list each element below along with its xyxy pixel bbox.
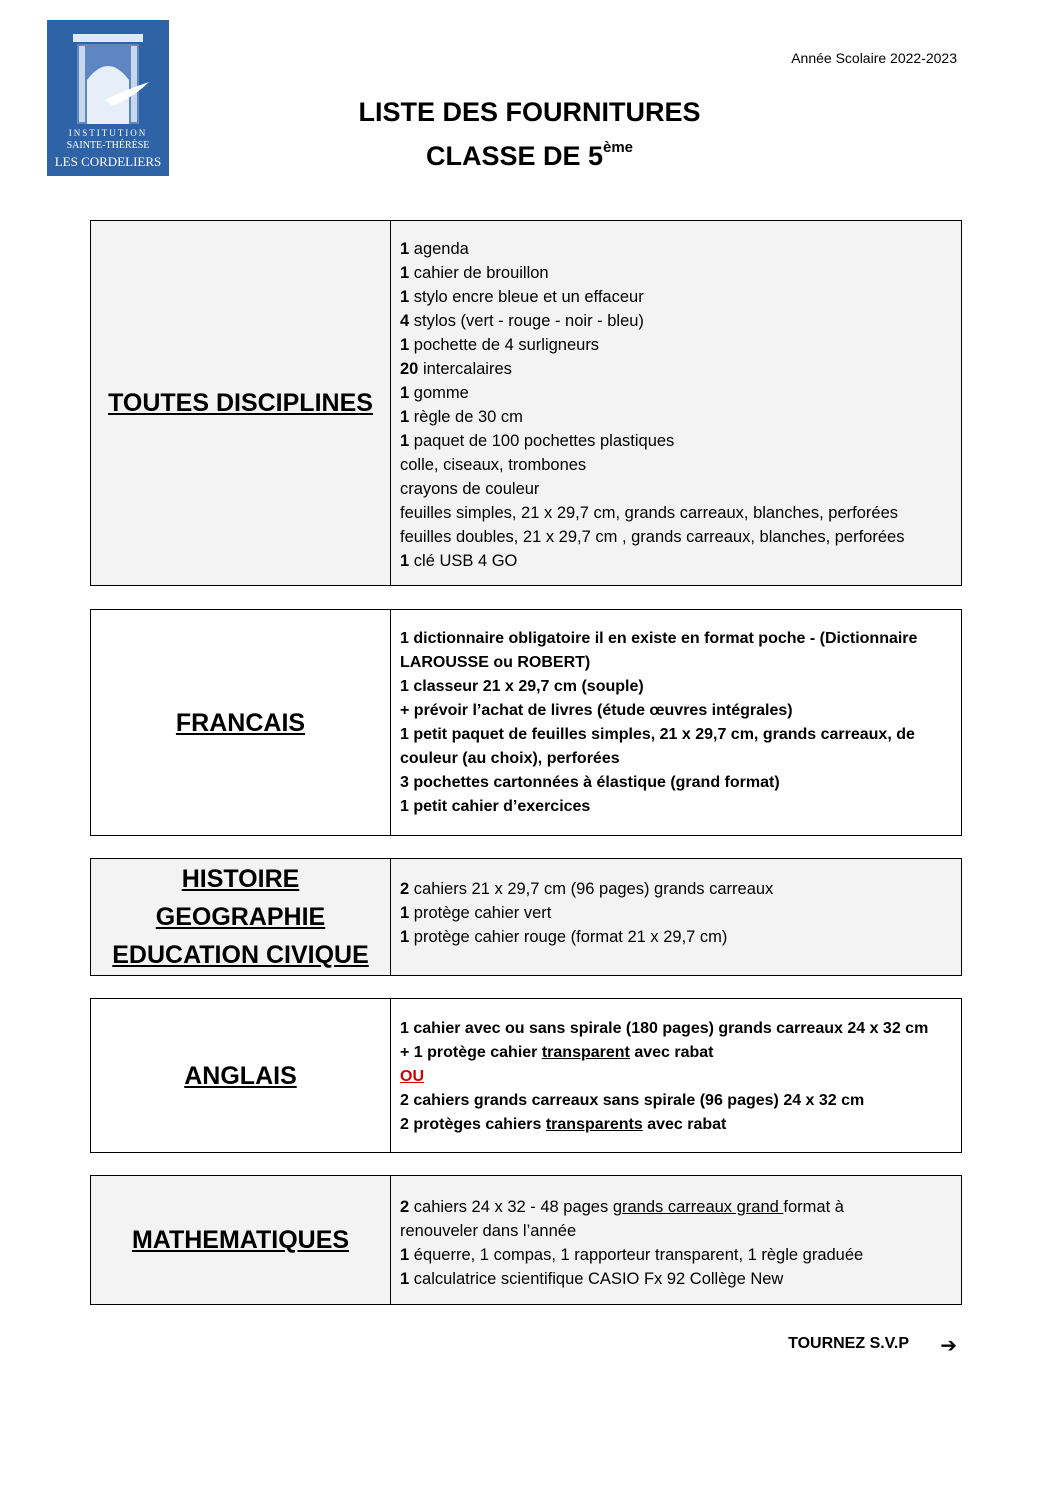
logo-line-1: INSTITUTION (68, 128, 148, 138)
list-item: 1 cahier de brouillon (400, 264, 549, 282)
page-title: LISTE DES FOURNITURES (358, 97, 701, 127)
list-item: 1 calculatrice scientifique CASIO Fx 92 Collège New (400, 1270, 784, 1288)
alternative-or-label: OU (400, 1068, 424, 1085)
list-item: 1 dictionnaire obligatoire il en existe en format poche - (Dictionnaire (400, 630, 918, 647)
label-line-2: GEOGRAPHIE (155, 903, 326, 931)
section-mathematiques (90, 1175, 962, 1305)
list-item: renouveler dans l’année (400, 1222, 577, 1240)
list-item: 4 stylos (vert - rouge - noir - bleu) (400, 312, 644, 330)
class-prefix: CLASSE DE 5 (425, 141, 603, 171)
list-item: 2 cahiers grands carreaux sans spirale (96 pages) 24 x 32 cm (400, 1092, 865, 1109)
section-toutes-disciplines (90, 220, 962, 586)
list-item: + 1 protège cahier transparent avec rabat (400, 1044, 714, 1061)
logo-line-3: LES CORDELIERS (54, 154, 162, 169)
arrow-right-icon: ➔ (940, 1335, 957, 1357)
section-items (391, 859, 961, 975)
list-item: 3 pochettes cartonnées à élastique (grand format) (400, 774, 780, 791)
section-label: TOUTES DISCIPLINES (91, 221, 391, 585)
list-item: 1 pochette de 4 surligneurs (400, 336, 600, 354)
section-anglais (90, 998, 962, 1153)
list-item: 1 équerre, 1 compas, 1 rapporteur transparent, 1 règle graduée (400, 1246, 864, 1264)
list-item: LAROUSSE ou ROBERT) (400, 654, 591, 671)
list-item: 1 gomme (400, 384, 469, 402)
logo-line-2: SAINTE-THÉRÈSE (66, 140, 150, 151)
list-item: 1 cahier avec ou sans spirale (180 pages) grands carreaux 24 x 32 cm (400, 1020, 929, 1037)
list-item: + prévoir l’achat de livres (étude œuvres intégrales) (400, 702, 793, 719)
list-item: feuilles doubles, 21 x 29,7 cm , grands carreaux, blanches, perforées (400, 528, 905, 546)
section-items (391, 610, 961, 835)
label-line-3: EDUCATION CIVIQUE (112, 941, 369, 969)
section-label: ANGLAIS (91, 999, 391, 1152)
class-superscript: ème (603, 139, 634, 156)
list-item: 20 intercalaires (400, 360, 512, 378)
list-item: 1 protège cahier vert (400, 904, 552, 922)
list-item: 1 petit cahier d’exercices (400, 798, 591, 815)
list-item: 1 protège cahier rouge (format 21 x 29,7 cm) (400, 928, 728, 946)
list-item: 1 petit paquet de feuilles simples, 21 x 29,7 cm, grands carreaux, de (400, 726, 915, 743)
turn-page-text: TOURNEZ S.V.P (788, 1335, 909, 1352)
list-item: 1 classeur 21 x 29,7 cm (souple) (400, 678, 644, 695)
section-label (91, 859, 391, 975)
section-label: MATHEMATIQUES (91, 1176, 391, 1304)
list-item: 2 cahiers 24 x 32 - 48 pages grands carreaux grand format à (400, 1198, 844, 1216)
list-item: 1 stylo encre bleue et un effaceur (400, 288, 644, 306)
list-item: 1 règle de 30 cm (400, 408, 523, 426)
list-item: 1 agenda (400, 240, 469, 258)
list-item: feuilles simples, 21 x 29,7 cm, grands carreaux, blanches, perforées (400, 504, 898, 522)
section-items (391, 221, 961, 585)
list-item: 1 clé USB 4 GO (400, 552, 518, 570)
list-item: couleur (au choix), perforées (400, 750, 620, 767)
section-items (391, 999, 961, 1152)
label-line-1: HISTOIRE (181, 865, 300, 893)
list-item: 2 cahiers 21 x 29,7 cm (96 pages) grands carreaux (400, 880, 774, 898)
list-item: colle, ciseaux, trombones (400, 456, 587, 474)
list-item: 1 paquet de 100 pochettes plastiques (400, 432, 675, 450)
section-items (391, 1176, 961, 1304)
section-francais (90, 609, 962, 836)
section-label: FRANCAIS (91, 610, 391, 835)
class-title (0, 141, 1059, 172)
school-year: Année Scolaire 2022-2023 (791, 50, 957, 66)
list-item: 2 protèges cahiers transparents avec rabat (400, 1116, 727, 1133)
list-item: crayons de couleur (400, 480, 540, 498)
section-histoire-geographie (90, 858, 962, 976)
